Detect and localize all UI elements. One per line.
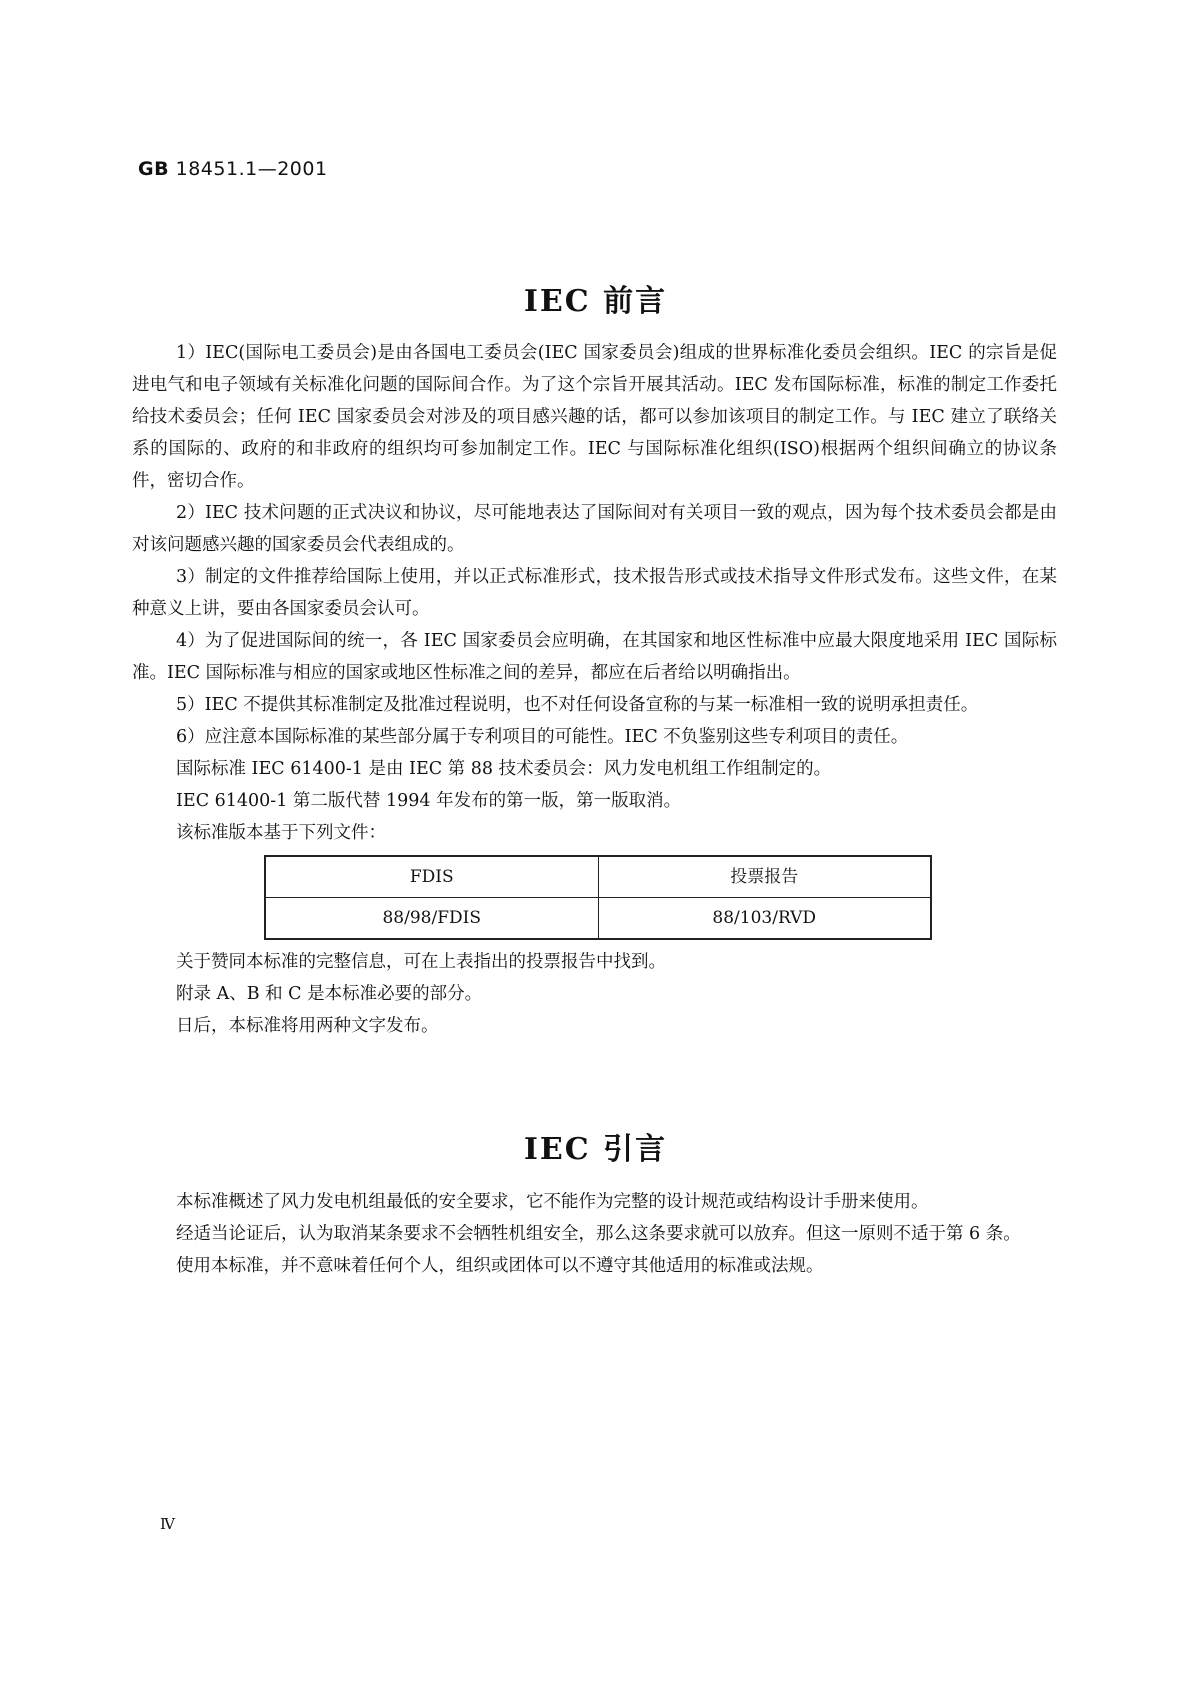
foreword-paragraph: IEC 61400-1 第二版代替 1994 年发布的第一版，第一版取消。 xyxy=(176,791,682,811)
foreword-paragraph: 关于赞同本标准的完整信息，可在上表指出的投票报告中找到。 xyxy=(176,952,666,972)
foreword-paragraph: 2）IEC 技术问题的正式决议和协议，尽可能地表达了国际间对有关项目一致的观点，因为每个技术委员会都是由对该问题感兴趣的国家委员会代表组成的。 xyxy=(132,503,1057,555)
foreword-paragraph: 该标准版本基于下列文件： xyxy=(176,823,386,843)
standard-prefix: GB xyxy=(138,158,170,180)
foreword-paragraph: 4）为了促进国际间的统一，各 IEC 国家委员会应明确，在其国家和地区性标准中应最大限度地采用 IEC 国际标准。IEC 国际标准与相应的国家或地区性标准之间的差异，都应在后者给以明确指出。 xyxy=(132,631,1057,683)
foreword-paragraph: 3）制定的文件推荐给国际上使用，并以正式标准形式，技术报告形式或技术指导文件形式发布。这些文件，在某种意义上讲，要由各国家委员会认可。 xyxy=(132,567,1057,619)
voting-documents-table xyxy=(264,855,932,940)
page-number: Ⅳ xyxy=(160,1515,175,1533)
introduction-paragraph: 本标准概述了风力发电机组最低的安全要求，它不能作为完整的设计规范或结构设计手册来使用。 xyxy=(176,1192,929,1212)
introduction-paragraph: 使用本标准，并不意味着任何个人，组织或团体可以不遵守其他适用的标准或法规。 xyxy=(176,1256,824,1276)
standard-number: 18451.1—2001 xyxy=(175,158,328,180)
table-header-cell: 投票报告 xyxy=(598,856,931,898)
foreword-paragraph: 6）应注意本国际标准的某些部分属于专利项目的可能性。IEC 不负鉴别这些专利项目的责任。 xyxy=(176,727,909,747)
foreword-paragraph: 国际标准 IEC 61400-1 是由 IEC 第 88 技术委员会：风力发电机组工作组制定的。 xyxy=(176,759,832,779)
foreword-paragraph: 5）IEC 不提供其标准制定及批准过程说明，也不对任何设备宣称的与某一标准相一致的说明承担责任。 xyxy=(176,695,979,715)
foreword-paragraph: 日后，本标准将用两种文字发布。 xyxy=(176,1016,439,1036)
introduction-body xyxy=(132,1186,1057,1282)
table-row xyxy=(265,898,931,940)
introduction-title: IEC 引言 xyxy=(523,1132,668,1167)
foreword-paragraph: 附录 A、B 和 C 是本标准必要的部分。 xyxy=(176,984,483,1004)
table-header-row xyxy=(265,856,931,898)
table-cell: 88/98/FDIS xyxy=(265,898,598,940)
table-header-cell: FDIS xyxy=(265,856,598,898)
introduction-paragraph: 经适当论证后，认为取消某条要求不会牺牲机组安全，那么这条要求就可以放弃。但这一原则不适于第 6 条。 xyxy=(176,1224,1021,1244)
standard-code xyxy=(138,158,328,180)
foreword-title: IEC 前言 xyxy=(523,284,668,319)
table-cell: 88/103/RVD xyxy=(598,898,931,940)
foreword-paragraph: 1）IEC(国际电工委员会)是由各国电工委员会(IEC 国家委员会)组成的世界标准化委员会组织。IEC 的宗旨是促进电气和电子领域有关标准化问题的国际间合作。为了这个宗旨开展其活动。IEC 发布国际标准，标准的制定工作委托给技术委员会；任何 IEC 国家委员会对涉及的项目感兴趣的话，都可以参加该项目的制定工作。与 IEC 建立了联络关系的国际的、政府的和非政府的组织均可参加制定工作。IEC 与国际标准化组织(ISO)根据两个组织间确立的协议条件，密切合作。 xyxy=(132,343,1057,491)
foreword-body xyxy=(132,337,1057,1042)
